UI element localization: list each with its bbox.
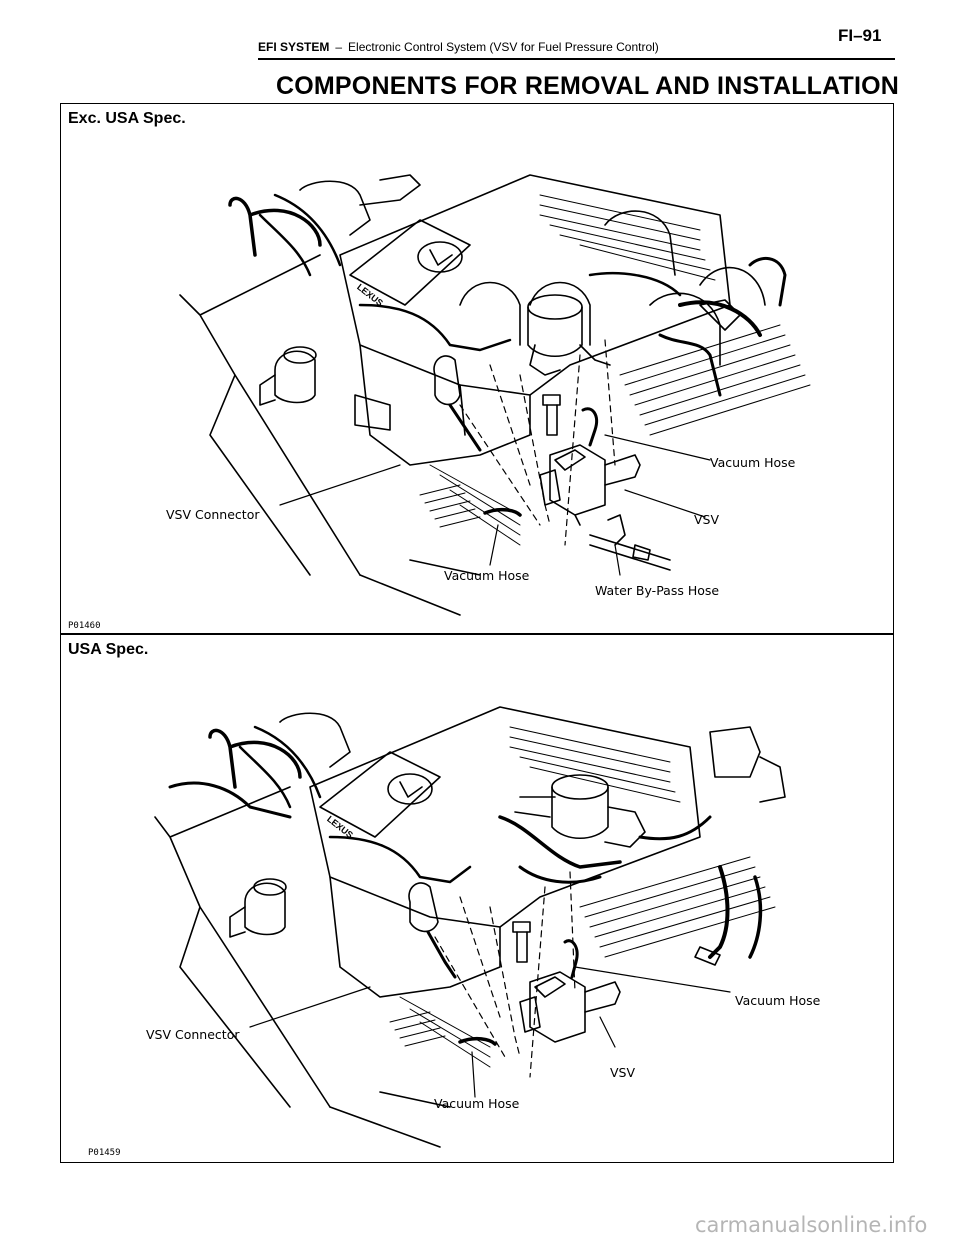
watermark: carmanualsonline.info bbox=[695, 1213, 928, 1237]
callout-vsv-connector-exc: VSV Connector bbox=[166, 507, 260, 522]
header-subtitle: Electronic Control System (VSV for Fuel Pressure Control) bbox=[348, 40, 659, 54]
emblem-text-usa: LEXUS bbox=[325, 813, 355, 841]
figure-code-exc-usa: P01460 bbox=[68, 621, 101, 631]
header-separator: – bbox=[335, 40, 343, 54]
callout-vacuum-hose-upper-exc: Vacuum Hose bbox=[710, 455, 796, 470]
header-rule bbox=[258, 58, 895, 60]
page-number: FI–91 bbox=[838, 26, 882, 45]
callout-vsv-usa: VSV bbox=[610, 1065, 636, 1080]
callout-vacuum-hose-upper-usa: Vacuum Hose bbox=[735, 993, 821, 1008]
callout-vsv-exc: VSV bbox=[694, 512, 720, 527]
panel-divider bbox=[60, 633, 894, 635]
callout-vacuum-hose-lower-usa: Vacuum Hose bbox=[434, 1096, 520, 1111]
callout-water-bypass-hose-exc: Water By-Pass Hose bbox=[595, 583, 720, 598]
panel-label-usa: USA Spec. bbox=[68, 641, 149, 658]
engine-drawing-usa bbox=[60, 637, 894, 1157]
header-section bbox=[258, 40, 659, 54]
callout-vacuum-hose-lower-exc: Vacuum Hose bbox=[444, 568, 530, 583]
callout-vsv-connector-usa: VSV Connector bbox=[146, 1027, 240, 1042]
header-system: EFI SYSTEM bbox=[258, 40, 330, 54]
figure-code-usa: P01459 bbox=[88, 1148, 121, 1158]
page-title: COMPONENTS FOR REMOVAL AND INSTALLATION bbox=[276, 72, 900, 100]
emblem-text-exc: LEXUS bbox=[355, 281, 385, 309]
engine-drawing-exc-usa bbox=[60, 105, 894, 633]
panel-label-exc-usa: Exc. USA Spec. bbox=[68, 110, 186, 127]
